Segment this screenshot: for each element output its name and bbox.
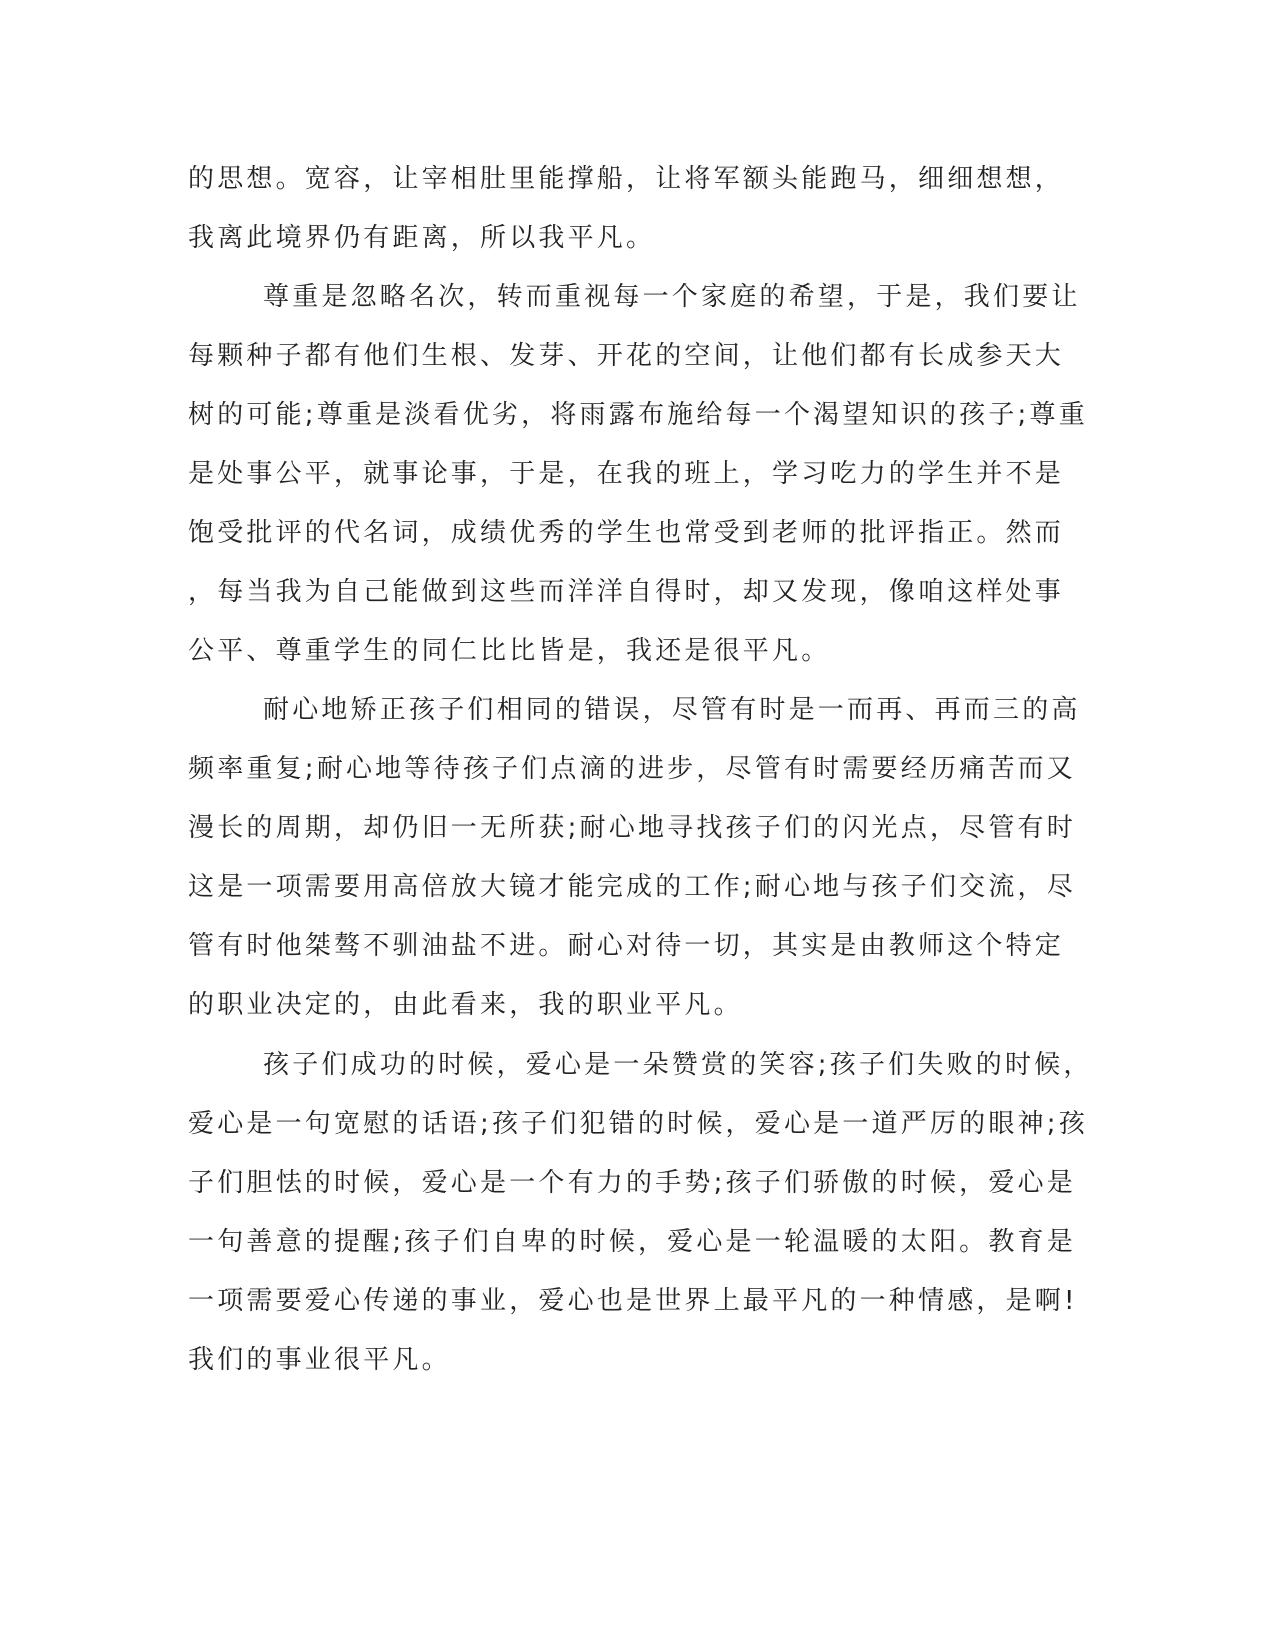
text-line: 爱心是一句宽慰的话语;孩子们犯错的时候，爱心是一道严厉的眼神;孩	[188, 1109, 1088, 1139]
text-line: 树的可能;尊重是淡看优劣，将雨露布施给每一个渴望知识的孩子;尊重	[188, 400, 1088, 430]
text-line: 孩子们成功的时候，爱心是一朵赞赏的笑容;孩子们失败的时候，	[263, 1050, 1093, 1080]
text-line: 的思想。宽容，让宰相肚里能撑船，让将军额头能跑马，细细想想，	[188, 164, 1065, 194]
text-line: 公平、尊重学生的同仁比比皆是，我还是很平凡。	[188, 636, 831, 666]
text-line: 频率重复;耐心地等待孩子们点滴的进步，尽管有时需要经历痛苦而又	[188, 754, 1076, 784]
text-line: 每颗种子都有他们生根、发芽、开花的空间，让他们都有长成参天大	[188, 341, 1065, 371]
text-line: 的职业决定的，由此看来，我的职业平凡。	[188, 990, 743, 1020]
paragraph-1	[188, 150, 1068, 268]
text-line: 管有时他桀骜不驯油盐不进。耐心对待一切，其实是由教师这个特定	[188, 931, 1065, 961]
text-line: 耐心地矫正孩子们相同的错误，尽管有时是一而再、再而三的高	[263, 695, 1081, 725]
text-line: 一项需要爱心传递的事业，爱心也是世界上最平凡的一种情感，是啊!	[188, 1286, 1078, 1316]
text-line: 一句善意的提醒;孩子们自卑的时候，爱心是一轮温暖的太阳。教育是	[188, 1227, 1076, 1257]
text-line: 我们的事业很平凡。	[188, 1345, 451, 1375]
text-line: 是处事公平，就事论事，于是，在我的班上，学习吃力的学生并不是	[188, 459, 1065, 489]
text-line: 尊重是忽略名次，转而重视每一个家庭的希望，于是，我们要让	[263, 282, 1081, 312]
text-line: ，每当我为自己能做到这些而洋洋自得时，却又发现，像咱这样处事	[188, 577, 1065, 607]
text-line: 漫长的周期，却仍旧一无所获;耐心地寻找孩子们的闪光点，尽管有时	[188, 813, 1076, 843]
text-line: 子们胆怯的时候，爱心是一个有力的手势;孩子们骄傲的时候，爱心是	[188, 1168, 1076, 1198]
text-line: 这是一项需要用高倍放大镜才能完成的工作;耐心地与孩子们交流，尽	[188, 872, 1076, 902]
paragraph-4	[188, 1036, 1093, 1390]
text-line: 饱受批评的代名词，成绩优秀的学生也常受到老师的批评指正。然而	[188, 518, 1065, 548]
text-line: 我离此境界仍有距离，所以我平凡。	[188, 223, 656, 253]
paragraph-2	[188, 268, 1088, 681]
paragraph-3	[188, 681, 1081, 1035]
